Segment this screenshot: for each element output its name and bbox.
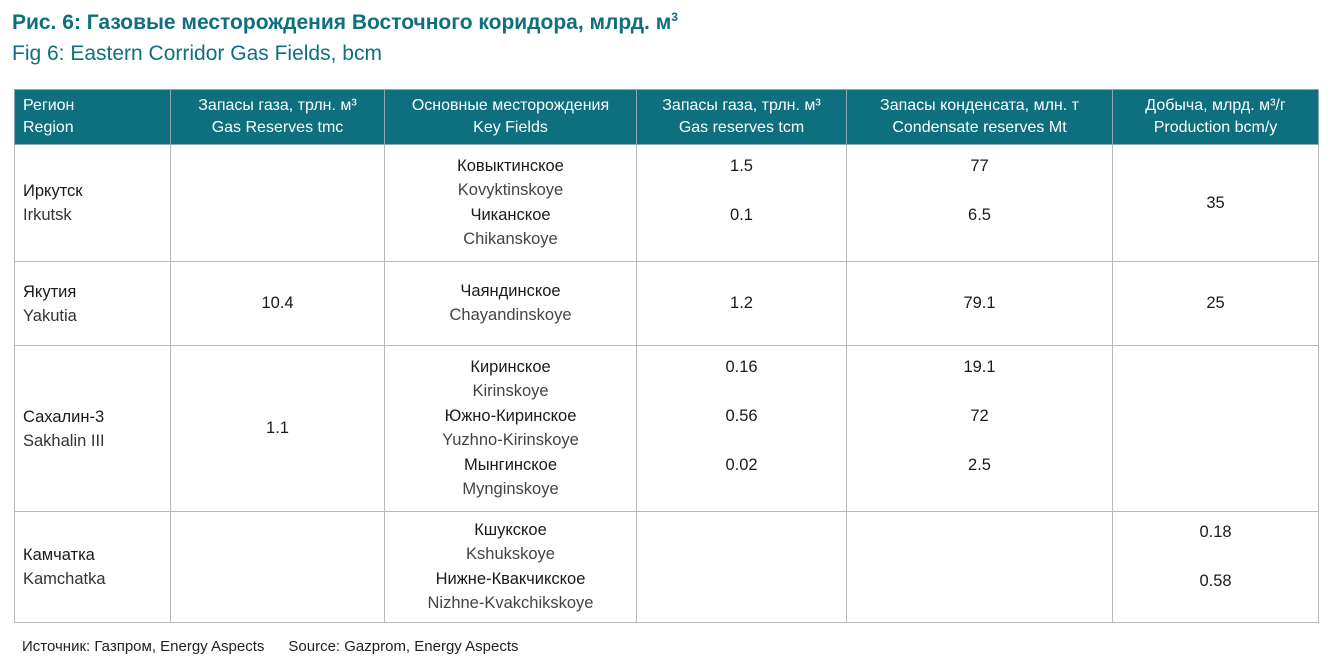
gas-reserves-cell: 1.1	[171, 346, 385, 512]
title-ru-text: Рис. 6: Газовые месторождения Восточного коридора, млрд. м	[12, 11, 672, 34]
title-ru-superscript: 3	[671, 10, 678, 24]
header-key-fields: Основные месторождения Key Fields	[385, 90, 637, 145]
table-row	[15, 346, 1319, 512]
condensate-cell: 77 6.5	[847, 145, 1113, 262]
source-en: Source: Gazprom, Energy Aspects	[288, 638, 519, 655]
condensate-cell: 79.1	[847, 262, 1113, 346]
production-cell: 0.18 0.58	[1113, 512, 1319, 623]
table-header-row	[15, 90, 1319, 145]
production-cell	[1113, 346, 1319, 512]
figure-title-en: Fig 6: Eastern Corridor Gas Fields, bcm	[12, 42, 382, 65]
key-fields-cell: Кшукское Kshukskoye Нижне-Квакчикское Nizhne-Kvakchikskoye	[385, 512, 637, 623]
condensate-cell	[847, 512, 1113, 623]
key-fields-cell: Киринское Kirinskoye Южно-Киринское Yuzhno-Kirinskoye Мынгинское Mynginskoye	[385, 346, 637, 512]
region-cell: Камчатка Kamchatka	[15, 512, 171, 623]
table-row	[15, 145, 1319, 262]
field-gas-cell: 1.2	[637, 262, 847, 346]
key-fields-cell: Ковыктинское Kovyktinskoye Чиканское Chikanskoye	[385, 145, 637, 262]
field-gas-cell	[637, 512, 847, 623]
production-cell: 25	[1113, 262, 1319, 346]
header-region: Регион Region	[15, 90, 171, 145]
field-gas-cell: 1.5 0.1	[637, 145, 847, 262]
table-row	[15, 512, 1319, 623]
header-gas-reserves-field: Запасы газа, трлн. м³ Gas reserves tcm	[637, 90, 847, 145]
source-ru: Источник: Газпром, Energy Aspects	[22, 638, 265, 655]
header-condensate-reserves: Запасы конденсата, млн. т Condensate reserves Mt	[847, 90, 1113, 145]
region-cell: Якутия Yakutia	[15, 262, 171, 346]
production-cell: 35	[1113, 145, 1319, 262]
header-production: Добыча, млрд. м³/г Production bcm/y	[1113, 90, 1319, 145]
source-note	[22, 638, 519, 655]
gas-fields-table	[14, 89, 1319, 623]
gas-reserves-cell	[171, 145, 385, 262]
field-gas-cell: 0.16 0.56 0.02	[637, 346, 847, 512]
gas-reserves-cell: 10.4	[171, 262, 385, 346]
region-cell: Сахалин-3 Sakhalin III	[15, 346, 171, 512]
figure-title-ru	[12, 10, 678, 35]
header-gas-reserves-region: Запасы газа, трлн. м³ Gas Reserves tmc	[171, 90, 385, 145]
gas-reserves-cell	[171, 512, 385, 623]
table-row	[15, 262, 1319, 346]
key-fields-cell: Чаяндинское Chayandinskoye	[385, 262, 637, 346]
region-cell: Иркутск Irkutsk	[15, 145, 171, 262]
condensate-cell: 19.1 72 2.5	[847, 346, 1113, 512]
